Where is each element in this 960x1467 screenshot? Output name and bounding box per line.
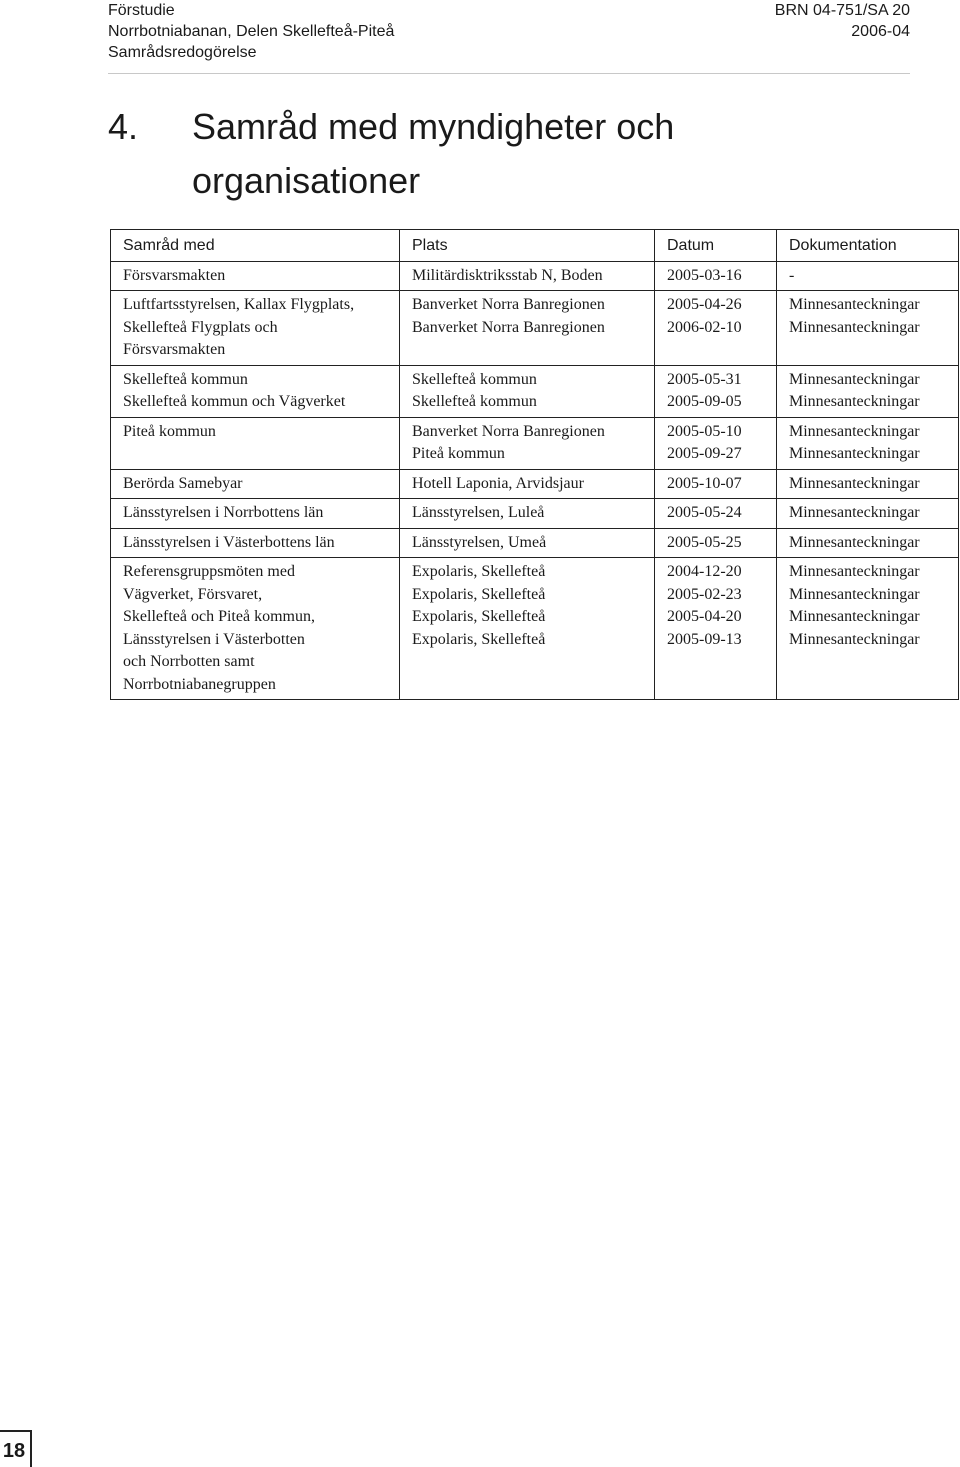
cell-datum: 2005-04-26 2006-02-10 — [655, 291, 777, 366]
cell-dokumentation: Minnesanteckningar Minnesanteckningar — [777, 365, 959, 417]
table-row — [111, 558, 959, 700]
cell-samrad-med: Luftfartsstyrelsen, Kallax Flygplats, Skellefteå Flygplats och Försvarsmakten — [111, 291, 400, 366]
header-document-type: Samrådsredogörelse — [108, 44, 257, 61]
column-header-dokumentation: Dokumentation — [777, 230, 959, 262]
header-date: 2006-04 — [851, 23, 910, 40]
section-title: Samråd med myndigheter och organisationer — [192, 106, 675, 201]
cell-samrad-med: Referensgruppsmöten med Vägverket, Försvaret, Skellefteå och Piteå kommun, Länsstyrelsen i Västerbotten och Norrbotten samt Norrbotniabanegruppen — [111, 558, 400, 700]
section-number: 4. — [108, 106, 139, 147]
header-project-name: Norrbotniabanan, Delen Skellefteå-Piteå — [108, 23, 395, 40]
cell-dokumentation: Minnesanteckningar — [777, 499, 959, 529]
column-header-datum: Datum — [655, 230, 777, 262]
cell-dokumentation: Minnesanteckningar — [777, 528, 959, 558]
cell-datum: 2005-05-31 2005-09-05 — [655, 365, 777, 417]
cell-datum: 2005-05-24 — [655, 499, 777, 529]
table-row — [111, 291, 959, 366]
table-row — [111, 261, 959, 291]
table-row — [111, 417, 959, 469]
cell-datum: 2005-10-07 — [655, 469, 777, 499]
cell-datum: 2005-05-25 — [655, 528, 777, 558]
consultation-table — [110, 229, 959, 700]
header-right — [775, 0, 910, 42]
header-divider — [108, 73, 910, 74]
header-doc-ref: BRN 04-751/SA 20 — [774, 2, 910, 19]
cell-datum: 2005-05-10 2005-09-27 — [655, 417, 777, 469]
table-header-row — [111, 230, 959, 262]
cell-samrad-med: Berörda Samebyar — [111, 469, 400, 499]
cell-plats: Länsstyrelsen, Umeå — [400, 528, 655, 558]
page-number: 18 — [2, 1440, 26, 1462]
cell-plats: Banverket Norra Banregionen Piteå kommun — [400, 417, 655, 469]
cell-plats: Banverket Norra Banregionen Banverket Norra Banregionen — [400, 291, 655, 366]
cell-plats: Skellefteå kommun Skellefteå kommun — [400, 365, 655, 417]
table-row — [111, 499, 959, 529]
cell-datum: 2004-12-20 2005-02-23 2005-04-20 2005-09-13 — [655, 558, 777, 700]
cell-samrad-med: Länsstyrelsen i Västerbottens län — [111, 528, 400, 558]
cell-samrad-med: Piteå kommun — [111, 417, 400, 469]
cell-dokumentation: Minnesanteckningar Minnesanteckningar Minnesanteckningar Minnesanteckningar — [777, 558, 959, 700]
cell-dokumentation: - — [777, 261, 959, 291]
cell-dokumentation: Minnesanteckningar Minnesanteckningar — [777, 291, 959, 366]
table-row — [111, 528, 959, 558]
table-row — [111, 365, 959, 417]
cell-plats: Hotell Laponia, Arvidsjaur — [400, 469, 655, 499]
cell-dokumentation: Minnesanteckningar — [777, 469, 959, 499]
cell-datum: 2005-03-16 — [655, 261, 777, 291]
header-left — [108, 0, 394, 63]
page-header — [0, 0, 960, 74]
cell-plats: Expolaris, Skellefteå Expolaris, Skellefteå Expolaris, Skellefteå Expolaris, Skellefteå — [400, 558, 655, 700]
cell-samrad-med: Försvarsmakten — [111, 261, 400, 291]
column-header-samrad-med: Samråd med — [111, 230, 400, 262]
cell-samrad-med: Länsstyrelsen i Norrbottens län — [111, 499, 400, 529]
cell-plats: Militärdisktriksstab N, Boden — [400, 261, 655, 291]
cell-plats: Länsstyrelsen, Luleå — [400, 499, 655, 529]
cell-samrad-med: Skellefteå kommun Skellefteå kommun och Vägverket — [111, 365, 400, 417]
table-row — [111, 469, 959, 499]
page-number-box — [0, 1430, 32, 1467]
column-header-plats: Plats — [400, 230, 655, 262]
cell-dokumentation: Minnesanteckningar Minnesanteckningar — [777, 417, 959, 469]
header-project-type: Förstudie — [108, 2, 175, 19]
